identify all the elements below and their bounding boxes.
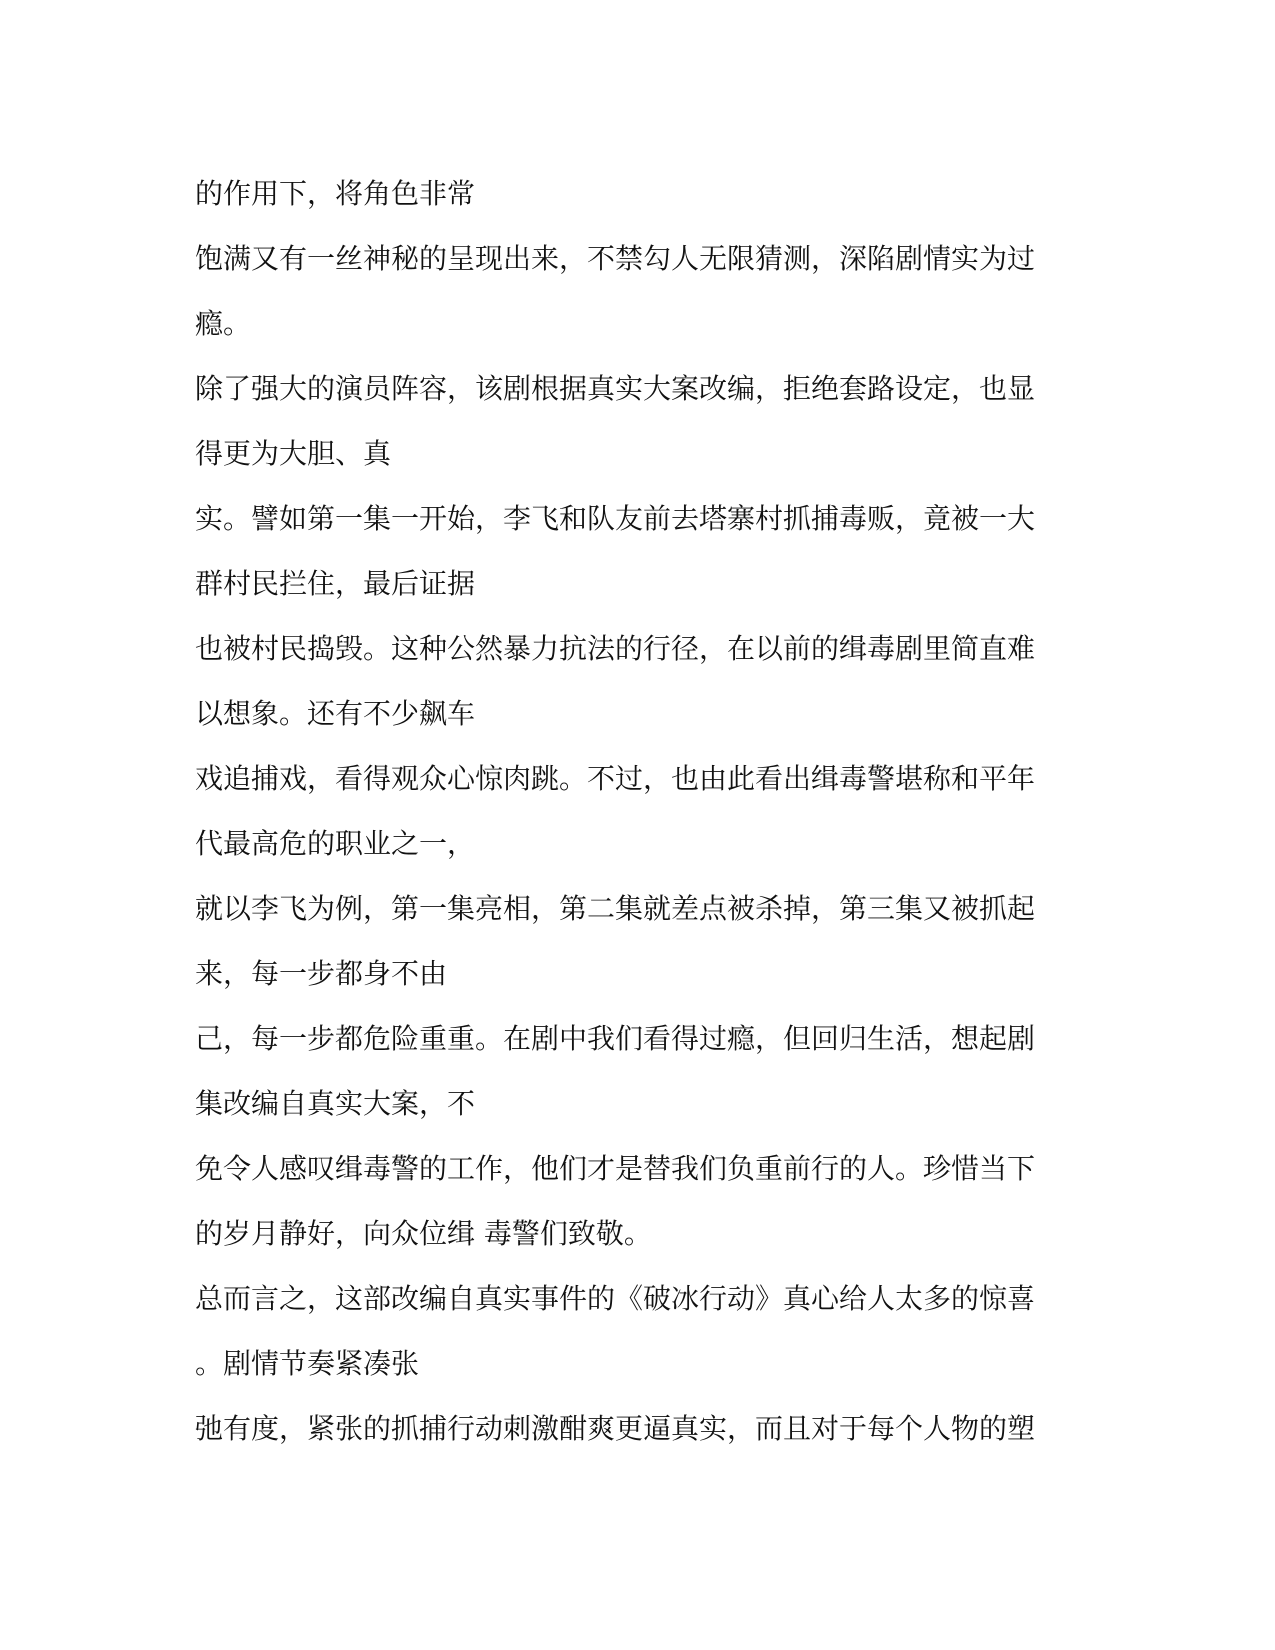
text-line: 。剧情节奏紧凑张 xyxy=(195,1347,420,1380)
text-line: 以想象。还有不少飙车 xyxy=(195,697,476,730)
text-line: 就以李飞为例，第一集亮相，第二集就差点被杀掉，第三集又被抓起 xyxy=(195,892,1036,925)
body-text xyxy=(195,161,1075,1461)
text-line: 集改编自真实大案，不 xyxy=(195,1087,476,1120)
text-line: 除了强大的演员阵容，该剧根据真实大案改编，拒绝套路设定，也显 xyxy=(195,372,1036,405)
text-line: 得更为大胆、真 xyxy=(195,437,392,470)
text-line: 代最高危的职业之一， xyxy=(195,827,476,860)
text-line: 戏追捕戏，看得观众心惊肉跳。不过，也由此看出缉毒警堪称和平年 xyxy=(195,762,1036,795)
text-line: 己，每一步都危险重重。在剧中我们看得过瘾，但回归生活，想起剧 xyxy=(195,1022,1036,1055)
text-line: 免令人感叹缉毒警的工作，他们才是替我们负重前行的人。珍惜当下 xyxy=(195,1152,1036,1185)
text-line: 总而言之，这部改编自真实事件的《破冰行动》真心给人太多的惊喜 xyxy=(195,1282,1036,1315)
text-line: 瘾。 xyxy=(195,307,252,340)
text-line: 的作用下，将角色非常 xyxy=(195,177,476,210)
text-line: 实。譬如第一集一开始，李飞和队友前去塔寨村抓捕毒贩，竟被一大 xyxy=(195,502,1036,535)
text-line: 也被村民捣毁。这种公然暴力抗法的行径，在以前的缉毒剧里简直难 xyxy=(195,632,1036,665)
text-line: 的岁月静好，向众位缉 毒警们致敬。 xyxy=(195,1217,652,1250)
text-line: 群村民拦住，最后证据 xyxy=(195,567,476,600)
text-line: 弛有度，紧张的抓捕行动刺激酣爽更逼真实，而且对于每个人物的塑 xyxy=(195,1412,1036,1445)
text-line: 饱满又有一丝神秘的呈现出来，不禁勾人无限猜测，深陷剧情实为过 xyxy=(195,242,1036,275)
text-line: 来，每一步都身不由 xyxy=(195,957,448,990)
